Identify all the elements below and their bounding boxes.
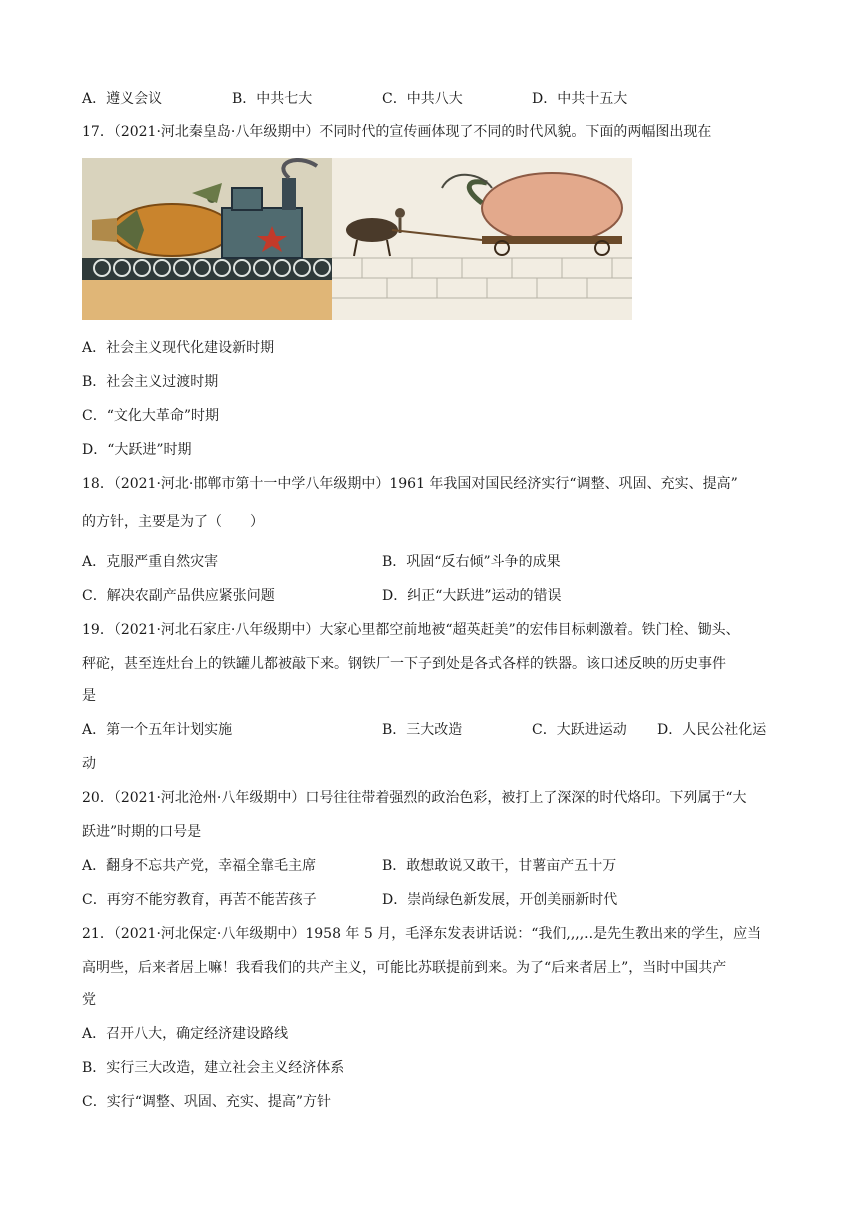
q20-stem-line1: 20．（2021·河北沧州·八年级期中）口号往往带着强烈的政治色彩，被打上了深深的时代烙印。下列属于“大 [82, 790, 747, 806]
q19-option-a: A．第一个五年计划实施 [82, 722, 233, 738]
q17-stem: 17．（2021·河北秦皇岛·八年级期中）不同时代的宣传画体现了不同的时代风貌。下面的两幅图出现在 [82, 124, 712, 140]
q16-option-a: A．遵义会议 [82, 91, 163, 107]
q21-stem-line1: 21．（2021·河北保定·八年级期中）1958 年 5 月，毛泽东发表讲话说：“我们,,,,..是先生教出来的学生，应当 [82, 926, 762, 942]
q18-stem-line1: 18．（2021·河北·邯郸市第十一中学八年级期中）1961 年我国对国民经济实行“调整、巩固、充实、提高” [82, 476, 738, 492]
propaganda-paintings-image [82, 158, 632, 320]
q20-option-a: A．翻身不忘共产党，幸福全靠毛主席 [82, 858, 317, 874]
q21-stem-line2: 高明些，后来者居上嘛！我看我们的共产主义，可能比苏联提前到来。为了“后来者居上”，当时中国共产 [82, 960, 727, 976]
q18-option-a: A．克服严重自然灾害 [82, 554, 219, 570]
q19-option-c: C．大跃进运动 [532, 722, 627, 738]
q21-option-b: B．实行三大改造，建立社会主义经济体系 [82, 1060, 345, 1076]
q18-option-d: D．纠正“大跃进”运动的错误 [382, 588, 562, 604]
q20-stem-line2: 跃进”时期的口号是 [82, 824, 202, 840]
q17-option-c: C．“文化大革命”时期 [82, 408, 220, 424]
q18-option-c: C．解决农副产品供应紧张问题 [82, 588, 275, 604]
q16-option-d: D．中共十五大 [532, 91, 628, 107]
q20-option-d: D．崇尚绿色新发展，开创美丽新时代 [382, 892, 618, 908]
q20-option-c: C．再穷不能穷教育，再苦不能苦孩子 [82, 892, 317, 908]
q19-stem-line3: 是 [82, 688, 96, 704]
q18-stem-line2: 的方针，主要是为了（ ） [82, 514, 264, 530]
q17-option-d: D．“大跃进”时期 [82, 442, 192, 458]
q17-option-b: B．社会主义过渡时期 [82, 374, 219, 390]
q19-stem-line2: 秤砣，甚至连灶台上的铁罐儿都被敲下来。钢铁厂一下子到处是各式各样的铁器。该口述反映的历史事件 [82, 656, 726, 672]
q18-option-b: B．巩固“反右倾”斗争的成果 [382, 554, 561, 570]
q19-option-d: D．人民公社化运 [657, 722, 767, 738]
q19-option-d-wrap: 动 [82, 756, 96, 772]
q21-option-a: A．召开八大，确定经济建设路线 [82, 1026, 289, 1042]
q17-option-a: A．社会主义现代化建设新时期 [82, 340, 275, 356]
q19-option-b: B．三大改造 [382, 722, 463, 738]
q21-option-c: C．实行“调整、巩固、充实、提高”方针 [82, 1094, 332, 1110]
q19-stem-line1: 19．（2021·河北石家庄·八年级期中）大家心里都空前地被“超英赶美”的宏伟目标刺激着。铁门栓、锄头、 [82, 622, 740, 638]
q21-stem-line3: 党 [82, 992, 96, 1008]
q16-option-b: B．中共七大 [232, 91, 313, 107]
q16-option-c: C．中共八大 [382, 91, 463, 107]
propaganda-paintings [82, 158, 632, 320]
q20-option-b: B．敢想敢说又敢干，甘薯亩产五十万 [382, 858, 617, 874]
